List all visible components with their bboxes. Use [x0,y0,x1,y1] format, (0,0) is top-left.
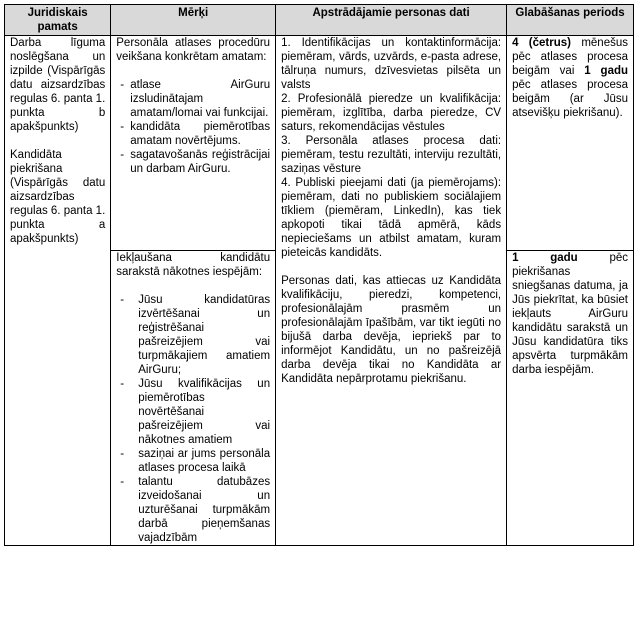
personal-data-item: 3. Personāla atlases procesa dati: piemēram, testu rezultāti, interviju rezultāti, saziņas vēsture [281,135,502,175]
purpose-cell-recruitment [111,36,276,251]
legal-basis-cell [5,36,111,546]
retention-text: pēc atlases procesa beigām (ar Jūsu atsevišķu piekrišanu). [512,79,628,119]
header-purposes: Mērķi [111,5,276,36]
list-item: - sagatavošanās reģistrācijai un darbam AirGuru. [130,148,270,176]
data-processing-table [4,4,634,546]
list-item: - talantu datubāzes izveidošanai un uzturēšanai turpmākām darbā pieņemšanas vajadzībām [138,475,270,545]
personal-data-item: 4. Publiski pieejami dati (ja piemērojams): piemēram, dati no publiskiem sociālajiem tīkliem (piemēram, LinkedIn), kas tiek apkopoti tikai tādā apmērā, kāds nepieciešams un atbilst amatam, kuram pieteicās kandidāts. [281,177,502,259]
personal-data-cell [276,36,507,546]
list-item: - Jūsu kandidatūras izvērtēšanai un reģistrēšanai pašreizējiem vai turpmākajiem amatiem AirGuru; [138,293,270,377]
table-header-row [5,5,634,36]
purpose-talent-pool-intro: Iekļaušana kandidātu sarakstā nākotnes iespējām: [116,252,271,278]
retention-period-1-year: 1 gadu [512,252,578,264]
retention-text: mēnešus pēc atlases procesa beigām vai [512,37,628,77]
retention-period-4-months: 4 (četrus) [512,37,571,49]
table-row [5,36,634,251]
legal-basis-consent: Kandidāta piekrišana (Vispārīgās datu aizsardzības regulas 6. panta 1. punkta a apakšpunkts) [10,149,106,245]
personal-data-item: 2. Profesionālā pieredze un kvalifikācija: piemēram, izglītība, darba pieredze, CV saturs, rekomendācijas vēstules [281,93,502,133]
list-item: - atlase AirGuru izsludinātajam amatam/lomai vai funkcijai. [130,78,270,120]
header-legal-basis: Juridiskais pamats [5,5,111,36]
purpose-cell-talent-pool [111,251,276,546]
list-item: - Jūsu kvalifikācijas un piemērotības novērtēšanai pašreizējiem vai nākotnes amatiem [138,377,270,447]
purpose-talent-pool-list [116,293,270,545]
retention-cell-recruitment [507,36,634,251]
purpose-recruitment-list [116,78,270,176]
header-retention-period: Glabāšanas periods [507,5,634,36]
purpose-recruitment-intro: Personāla atlases procedūru veikšana konkrētam amatam: [116,37,271,63]
personal-data-item: 1. Identifikācijas un kontaktinformācija: piemēram, vārds, uzvārds, e-pasta adrese, tālruņa numurs, dzīvesvietas pilsēta un valsts [281,37,502,91]
header-personal-data: Apstrādājamie personas dati [276,5,507,36]
personal-data-note: Personas dati, kas attiecas uz Kandidāta kvalifikāciju, pieredzi, kompetenci, profesionālajām prasmēm un profesionālajām īpašībām, var tikt iegūti no bijušā darba devēja, iepriekš par to informējot Kandidātu, un no pašreizējā darba devēja tikai no Kandidāta ar Kandidāta nepārprotamu piekrišanu. [281,275,502,385]
retention-cell-talent-pool [507,251,634,546]
legal-basis-contract: Darba līguma noslēgšana un izpilde (Vispārīgās datu aizsardzības regulas 6. panta 1. punkta b apakšpunkts) [10,37,106,133]
retention-period-1-year: 1 gadu [584,65,629,77]
retention-text: pēc piekrišanas sniegšanas datuma, ja Jūs piekrītat, ka būsiet iekļauts AirGuru kandidātu sarakstā un Jūsu kandidatūra tiks apsvērta turpmākām darba iespējām. [512,252,628,376]
list-item: - saziņai ar jums personāla atlases procesa laikā [138,447,270,475]
list-item: - kandidāta piemērotības amatam novērtējums. [130,120,270,148]
